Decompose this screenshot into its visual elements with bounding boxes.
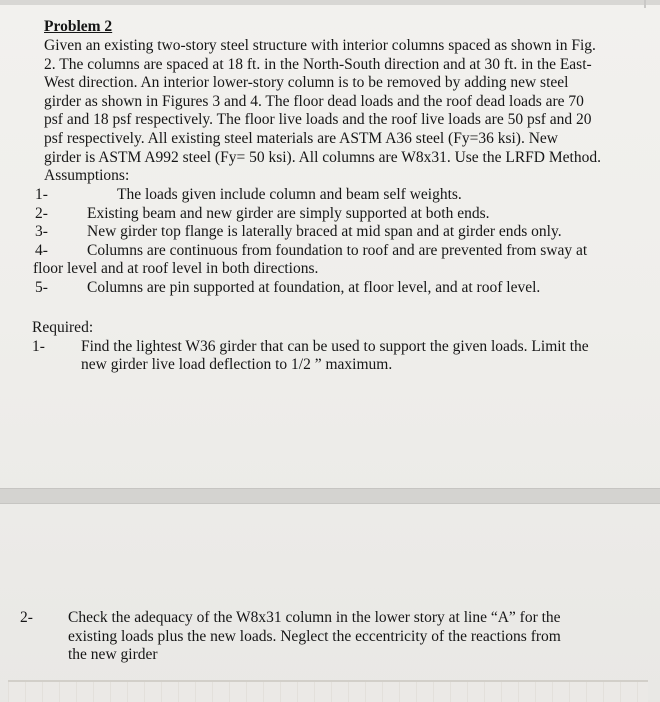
item-number: 5-: [35, 278, 48, 296]
bottom-table-edge: [8, 680, 648, 702]
required-heading: Required:: [32, 319, 94, 336]
item-text: new girder live load deflection to 1/2 ” maximum.: [81, 356, 393, 374]
item-text: Existing beam and new girder are simply supported at both ends.: [87, 204, 490, 222]
second-item: [20, 609, 561, 665]
top-edge-mark: [644, 0, 646, 8]
assumptions-heading: Assumptions:: [44, 167, 130, 185]
intro-line: 2. The columns are spaced at 18 ft. in the North-South direction and at 30 ft. in the East-: [44, 55, 592, 73]
intro-line: girder as shown in Figures 3 and 4. The floor dead loads and the roof dead loads are 70: [44, 92, 584, 110]
list-item: [32, 356, 589, 375]
list-item: [35, 223, 587, 242]
item-text: The loads given include column and beam self weights.: [117, 186, 462, 203]
item-text: Columns are pin supported at foundation, at floor level, and at roof level.: [87, 278, 541, 296]
list-item: [35, 205, 587, 224]
item-text: New girder top flange is laterally braced at mid span and at girder ends only.: [87, 223, 562, 241]
section-divider: [0, 488, 660, 504]
intro-line: Given an existing two-story steel structure with interior columns spaced as shown in Fig.: [44, 37, 596, 54]
item-text: existing loads plus the new loads. Neglect the eccentricity of the reactions from: [68, 627, 561, 645]
item-number: 2-: [35, 204, 48, 222]
item-text: Find the lightest W36 girder that can be used to support the given loads. Limit the: [81, 337, 589, 355]
item-text: floor level and at roof level in both directions.: [33, 260, 319, 278]
list-item: [32, 338, 589, 357]
intro-paragraph: [44, 37, 601, 186]
list-item: [35, 242, 587, 261]
item-number: 1-: [35, 186, 48, 203]
list-item: [20, 628, 561, 647]
item-text: the new girder: [68, 646, 158, 664]
item-number: 1-: [32, 337, 45, 355]
required-section: [32, 319, 589, 375]
assumptions-list: [35, 186, 587, 298]
item-text: Check the adequacy of the W8x31 column in the lower story at line “A” for the: [68, 609, 561, 626]
problem-title-text: Problem 2: [44, 18, 113, 35]
intro-line: psf respectively. All existing steel materials are ASTM A36 steel (Fy=36 ksi). New: [44, 129, 558, 147]
intro-line: West direction. An interior lower-story column is to be removed by adding new steel: [44, 74, 569, 92]
intro-line: psf and 18 psf respectively. The floor live loads and the roof live loads are 50 psf and 20: [44, 111, 592, 129]
list-item: [35, 186, 587, 205]
list-item: [35, 279, 587, 298]
item-number: 3-: [35, 223, 48, 241]
intro-line: girder is ASTM A992 steel (Fy= 50 ksi). All columns are W8x31. Use the LRFD Method.: [44, 148, 601, 166]
item-text: Columns are continuous from foundation to roof and are prevented from sway at: [87, 241, 588, 259]
list-item: [33, 260, 587, 279]
item-number: 4-: [35, 241, 48, 259]
list-item: [20, 646, 561, 665]
problem-title: [44, 18, 112, 37]
list-item: [20, 609, 561, 628]
top-divider: [0, 0, 660, 5]
item-number: 2-: [20, 609, 33, 626]
